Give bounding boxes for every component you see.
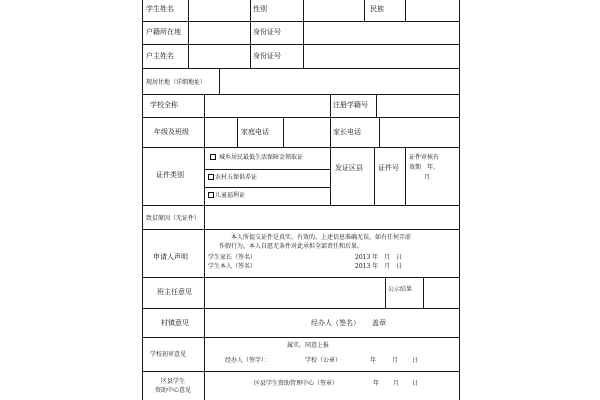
option-child-welfare: 儿童福利证 xyxy=(215,192,246,199)
col-line xyxy=(405,147,406,205)
row-line xyxy=(142,337,460,338)
row-line xyxy=(142,68,460,69)
col-line xyxy=(405,0,406,22)
review-validity-line1: 证件审核有 xyxy=(409,154,440,161)
review-validity-line3: 月 xyxy=(424,174,431,181)
row-line xyxy=(142,44,460,45)
school-seal-label: 学校（公章） xyxy=(305,357,342,364)
student-name-label: 学生姓名 xyxy=(146,5,174,13)
row-line xyxy=(142,205,460,206)
cert-no-label: 证件号 xyxy=(378,164,399,172)
col-line xyxy=(374,147,375,205)
row-line xyxy=(142,277,460,278)
reg-no-label: 注册学籍号 xyxy=(333,101,368,109)
county-opinion-label-2: 资助中心意见 xyxy=(155,387,192,394)
col-line xyxy=(385,277,386,308)
teacher-opinion-label: 班主任意见 xyxy=(157,288,192,296)
row-line xyxy=(142,147,460,148)
cert-subline xyxy=(204,169,330,170)
col-line xyxy=(330,94,331,205)
col-line xyxy=(237,117,238,147)
checkbox-five-guarantee[interactable] xyxy=(208,174,214,180)
county-month-label: 月 xyxy=(393,380,400,387)
col-line xyxy=(204,229,205,400)
address-label: 现居住地（详细地址） xyxy=(146,79,207,86)
declaration-label: 申请人声明 xyxy=(153,253,188,261)
village-opinion-label: 村镇意见 xyxy=(161,319,189,327)
village-seal-label: 盖章 xyxy=(372,319,386,327)
county-day-label: 日 xyxy=(412,380,419,387)
school-verified-text: 属实，同意上报 xyxy=(287,342,330,349)
school-review-label: 学校初审意见 xyxy=(150,351,187,358)
student-sign-label: 学生本人（签名） xyxy=(208,263,257,270)
grade-label: 年级及班级 xyxy=(154,128,189,136)
poverty-reason-label: 致贫原因（无证件） xyxy=(146,215,201,222)
school-day-label: 日 xyxy=(412,357,419,364)
parent-date: 2013 年 月 日 xyxy=(355,254,403,261)
col-line xyxy=(283,117,284,147)
col-line xyxy=(423,277,424,308)
county-opinion-label-1: 区县学生 xyxy=(161,378,186,385)
school-month-label: 月 xyxy=(392,357,399,364)
review-validity-line2: 效期 年、 xyxy=(409,164,440,171)
col-line xyxy=(376,94,377,117)
home-phone-label: 家庭电话 xyxy=(241,128,269,136)
col-line xyxy=(188,0,189,68)
border-left xyxy=(142,0,143,400)
col-line xyxy=(379,117,380,147)
checkbox-child-welfare[interactable] xyxy=(208,192,214,198)
student-date: 2013 年 月 日 xyxy=(355,263,403,270)
row-line xyxy=(142,21,460,22)
ethnicity-label: 民族 xyxy=(370,5,384,13)
head-id-label: 身份证号 xyxy=(253,52,281,60)
county-center-label: 区县学生资助管理中心（签章） xyxy=(254,380,339,387)
col-line xyxy=(204,94,205,205)
col-line xyxy=(250,0,251,68)
col-line xyxy=(364,0,365,22)
publicity-result-label: 公示结果 xyxy=(388,286,413,293)
col-line xyxy=(303,0,304,68)
checkbox-low-income[interactable] xyxy=(210,154,216,160)
declaration-line1: 本人所提交证件是真实、有效的，上述信息准确无误，如有任何弄虚 xyxy=(231,234,412,241)
household-id-label: 身份证号 xyxy=(253,28,281,36)
row-line xyxy=(142,117,460,118)
border-right xyxy=(459,0,460,400)
issuing-county-label: 发证区县 xyxy=(335,164,363,172)
school-handler-label: 经办人（签字）： xyxy=(225,357,271,364)
parent-sign-label: 学生家长（签名） xyxy=(208,254,257,261)
declaration-line2: 作假行为，本人自愿无条件对此承担全部责任和后果。 xyxy=(219,243,364,250)
gender-label: 性别 xyxy=(253,5,267,13)
col-line xyxy=(219,68,220,94)
row-line xyxy=(142,94,460,95)
school-year-label: 年 xyxy=(370,357,377,364)
row-line xyxy=(142,371,460,372)
county-year-label: 年 xyxy=(373,380,380,387)
option-five-guarantee: 农村五保供养证 xyxy=(215,174,258,181)
household-label: 户籍所在地 xyxy=(146,28,181,36)
cert-type-label: 证件类别 xyxy=(156,171,184,179)
village-handler-label: 经办人（签名） xyxy=(311,319,360,327)
row-line xyxy=(142,229,460,230)
row-line xyxy=(142,308,460,309)
parent-phone-label: 家长电话 xyxy=(333,128,361,136)
col-line xyxy=(204,205,205,229)
option-low-income: 城乡居民最低生活保障金领取证 xyxy=(219,154,304,161)
head-name-label: 户主姓名 xyxy=(146,52,174,60)
school-label: 学校全称 xyxy=(150,101,178,109)
